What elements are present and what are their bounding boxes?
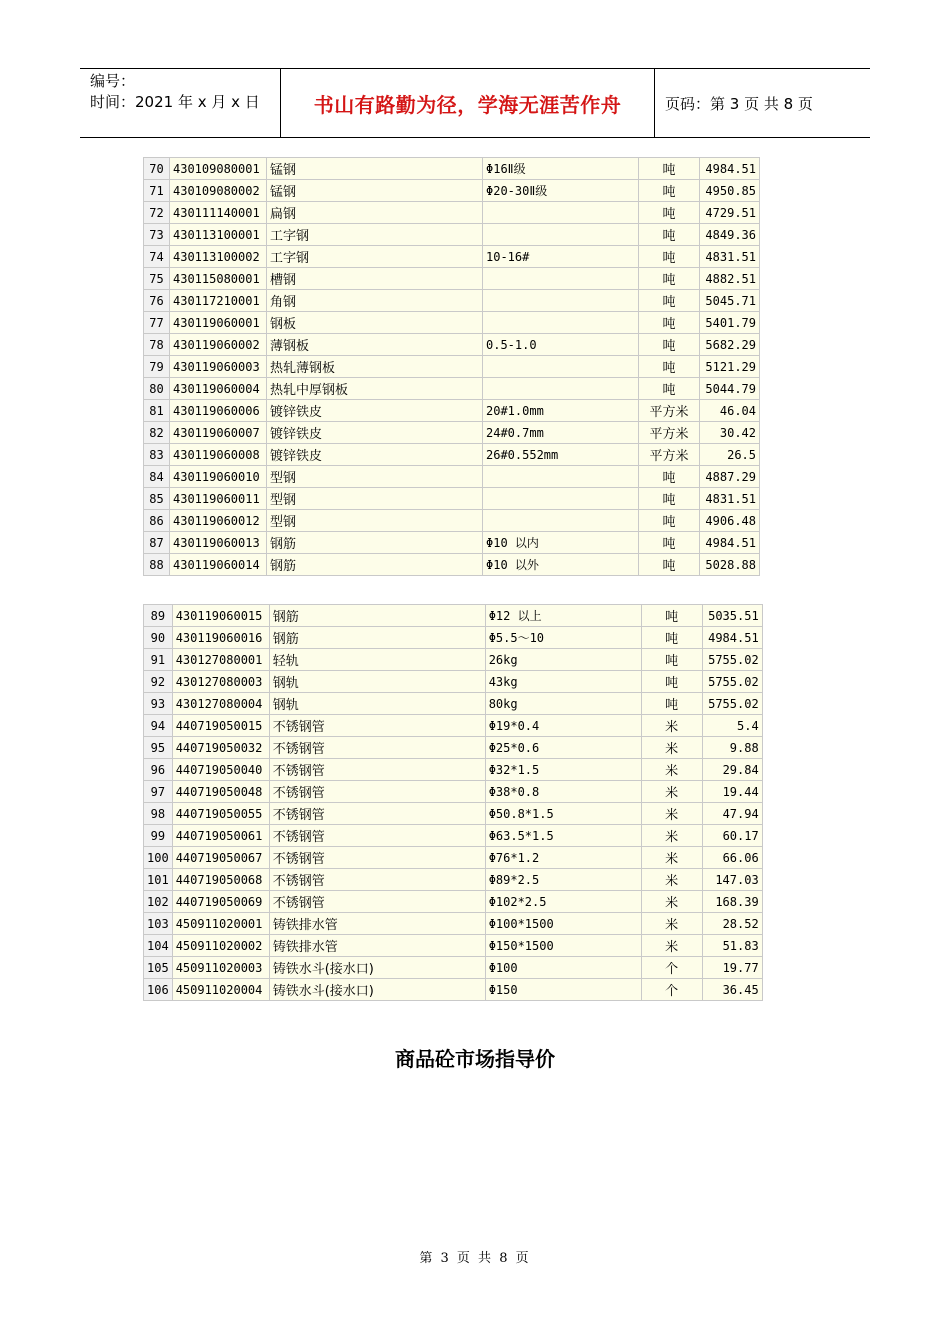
cell-unit: 平方米 bbox=[639, 400, 700, 422]
cell-spec bbox=[483, 356, 639, 378]
cell-unit: 吨 bbox=[641, 627, 702, 649]
header-info bbox=[80, 69, 281, 137]
cell-spec: 80kg bbox=[485, 693, 641, 715]
cell-name: 钢板 bbox=[267, 312, 483, 334]
cell-name: 锰钢 bbox=[267, 180, 483, 202]
cell-unit: 吨 bbox=[641, 671, 702, 693]
cell-price: 51.83 bbox=[702, 935, 762, 957]
cell-no: 87 bbox=[144, 532, 170, 554]
table-row bbox=[144, 290, 760, 312]
cell-price: 5028.88 bbox=[700, 554, 760, 576]
cell-code: 440719050055 bbox=[172, 803, 269, 825]
cell-name: 镀锌铁皮 bbox=[267, 400, 483, 422]
cell-name: 不锈钢管 bbox=[269, 869, 485, 891]
cell-price: 66.06 bbox=[702, 847, 762, 869]
cell-name: 工字钢 bbox=[267, 224, 483, 246]
cell-name: 热轧中厚钢板 bbox=[267, 378, 483, 400]
cell-price: 5755.02 bbox=[702, 649, 762, 671]
cell-spec: Φ19*0.4 bbox=[485, 715, 641, 737]
table-row bbox=[144, 649, 763, 671]
cell-name: 钢轨 bbox=[269, 671, 485, 693]
cell-no: 105 bbox=[144, 957, 173, 979]
cell-name: 钢筋 bbox=[267, 532, 483, 554]
table-row bbox=[144, 737, 763, 759]
cell-code: 430119060015 bbox=[172, 605, 269, 627]
cell-spec bbox=[483, 378, 639, 400]
cell-code: 430113100001 bbox=[170, 224, 267, 246]
cell-spec: Φ150 bbox=[485, 979, 641, 1001]
table-row bbox=[144, 532, 760, 554]
cell-code: 430119060007 bbox=[170, 422, 267, 444]
cell-spec: Φ102*2.5 bbox=[485, 891, 641, 913]
table-row bbox=[144, 935, 763, 957]
cell-no: 80 bbox=[144, 378, 170, 400]
cell-spec bbox=[483, 290, 639, 312]
table-row bbox=[144, 422, 760, 444]
cell-name: 镀锌铁皮 bbox=[267, 422, 483, 444]
cell-name: 镀锌铁皮 bbox=[267, 444, 483, 466]
cell-unit: 米 bbox=[641, 847, 702, 869]
cell-code: 430119060006 bbox=[170, 400, 267, 422]
cell-no: 74 bbox=[144, 246, 170, 268]
cell-code: 430109080001 bbox=[170, 158, 267, 180]
cell-spec: Φ5.5～10 bbox=[485, 627, 641, 649]
cell-spec bbox=[483, 466, 639, 488]
cell-no: 91 bbox=[144, 649, 173, 671]
cell-unit: 吨 bbox=[639, 224, 700, 246]
cell-name: 槽钢 bbox=[267, 268, 483, 290]
cell-spec: Φ10 以内 bbox=[483, 532, 639, 554]
cell-unit: 吨 bbox=[639, 158, 700, 180]
cell-price: 19.44 bbox=[702, 781, 762, 803]
cell-no: 82 bbox=[144, 422, 170, 444]
table-row bbox=[144, 605, 763, 627]
cell-name: 锰钢 bbox=[267, 158, 483, 180]
cell-spec bbox=[483, 268, 639, 290]
cell-price: 5755.02 bbox=[702, 671, 762, 693]
table-row bbox=[144, 781, 763, 803]
table-row bbox=[144, 957, 763, 979]
cell-no: 93 bbox=[144, 693, 173, 715]
cell-price: 29.84 bbox=[702, 759, 762, 781]
cell-price: 36.45 bbox=[702, 979, 762, 1001]
page-header bbox=[80, 68, 870, 138]
cell-unit: 吨 bbox=[639, 532, 700, 554]
cell-code: 430111140001 bbox=[170, 202, 267, 224]
cell-unit: 吨 bbox=[639, 510, 700, 532]
cell-spec: Φ63.5*1.5 bbox=[485, 825, 641, 847]
cell-code: 430119060003 bbox=[170, 356, 267, 378]
cell-no: 83 bbox=[144, 444, 170, 466]
cell-spec: 20#1.0mm bbox=[483, 400, 639, 422]
cell-price: 4849.36 bbox=[700, 224, 760, 246]
cell-name: 不锈钢管 bbox=[269, 759, 485, 781]
cell-code: 450911020002 bbox=[172, 935, 269, 957]
cell-no: 94 bbox=[144, 715, 173, 737]
table-row bbox=[144, 803, 763, 825]
cell-name: 扁钢 bbox=[267, 202, 483, 224]
cell-spec: 43kg bbox=[485, 671, 641, 693]
table-row bbox=[144, 158, 760, 180]
cell-unit: 吨 bbox=[639, 290, 700, 312]
table-row bbox=[144, 693, 763, 715]
cell-code: 440719050015 bbox=[172, 715, 269, 737]
cell-no: 90 bbox=[144, 627, 173, 649]
price-table-2 bbox=[143, 604, 763, 1001]
table-row bbox=[144, 979, 763, 1001]
cell-name: 不锈钢管 bbox=[269, 737, 485, 759]
cell-no: 78 bbox=[144, 334, 170, 356]
cell-name: 铸铁水斗(接水口) bbox=[269, 957, 485, 979]
cell-spec: Φ32*1.5 bbox=[485, 759, 641, 781]
cell-unit: 米 bbox=[641, 715, 702, 737]
cell-code: 430119060012 bbox=[170, 510, 267, 532]
cell-name: 不锈钢管 bbox=[269, 715, 485, 737]
cell-no: 88 bbox=[144, 554, 170, 576]
cell-spec: Φ150*1500 bbox=[485, 935, 641, 957]
cell-code: 440719050068 bbox=[172, 869, 269, 891]
cell-name: 钢筋 bbox=[269, 605, 485, 627]
cell-no: 95 bbox=[144, 737, 173, 759]
cell-unit: 个 bbox=[641, 979, 702, 1001]
cell-name: 不锈钢管 bbox=[269, 891, 485, 913]
cell-spec: 0.5-1.0 bbox=[483, 334, 639, 356]
cell-unit: 吨 bbox=[639, 378, 700, 400]
cell-name: 铸铁水斗(接水口) bbox=[269, 979, 485, 1001]
cell-spec: Φ20-30Ⅱ级 bbox=[483, 180, 639, 202]
header-page-info: 页码：第 3 页 共 8 页 bbox=[665, 94, 813, 113]
table-row bbox=[144, 378, 760, 400]
cell-name: 钢轨 bbox=[269, 693, 485, 715]
cell-code: 430115080001 bbox=[170, 268, 267, 290]
cell-code: 440719050067 bbox=[172, 847, 269, 869]
header-motto: 书山有路勤为径，学海无涯苦作舟 bbox=[281, 69, 655, 137]
cell-unit: 平方米 bbox=[639, 444, 700, 466]
cell-code: 430119060002 bbox=[170, 334, 267, 356]
cell-spec bbox=[483, 202, 639, 224]
cell-name: 轻轨 bbox=[269, 649, 485, 671]
cell-price: 5401.79 bbox=[700, 312, 760, 334]
cell-code: 440719050032 bbox=[172, 737, 269, 759]
cell-name: 不锈钢管 bbox=[269, 825, 485, 847]
cell-unit: 吨 bbox=[639, 268, 700, 290]
cell-name: 不锈钢管 bbox=[269, 847, 485, 869]
cell-price: 60.17 bbox=[702, 825, 762, 847]
cell-name: 钢筋 bbox=[269, 627, 485, 649]
cell-price: 26.5 bbox=[700, 444, 760, 466]
cell-unit: 吨 bbox=[641, 693, 702, 715]
cell-no: 81 bbox=[144, 400, 170, 422]
cell-spec: Φ10 以外 bbox=[483, 554, 639, 576]
table-row bbox=[144, 400, 760, 422]
cell-name: 型钢 bbox=[267, 466, 483, 488]
cell-code: 430109080002 bbox=[170, 180, 267, 202]
cell-no: 97 bbox=[144, 781, 173, 803]
cell-unit: 吨 bbox=[639, 334, 700, 356]
cell-name: 型钢 bbox=[267, 488, 483, 510]
cell-spec: Φ89*2.5 bbox=[485, 869, 641, 891]
cell-code: 430119060016 bbox=[172, 627, 269, 649]
table-row bbox=[144, 488, 760, 510]
cell-price: 4984.51 bbox=[702, 627, 762, 649]
cell-price: 5682.29 bbox=[700, 334, 760, 356]
cell-no: 101 bbox=[144, 869, 173, 891]
cell-unit: 米 bbox=[641, 869, 702, 891]
cell-code: 430119060013 bbox=[170, 532, 267, 554]
cell-unit: 米 bbox=[641, 737, 702, 759]
cell-price: 4729.51 bbox=[700, 202, 760, 224]
cell-price: 4831.51 bbox=[700, 488, 760, 510]
cell-price: 28.52 bbox=[702, 913, 762, 935]
cell-no: 70 bbox=[144, 158, 170, 180]
table-row bbox=[144, 180, 760, 202]
cell-no: 102 bbox=[144, 891, 173, 913]
cell-code: 440719050040 bbox=[172, 759, 269, 781]
cell-price: 9.88 bbox=[702, 737, 762, 759]
cell-spec bbox=[483, 510, 639, 532]
cell-code: 440719050069 bbox=[172, 891, 269, 913]
table-row bbox=[144, 847, 763, 869]
cell-spec: 26kg bbox=[485, 649, 641, 671]
table-row bbox=[144, 913, 763, 935]
cell-code: 430117210001 bbox=[170, 290, 267, 312]
cell-code: 430119060011 bbox=[170, 488, 267, 510]
cell-code: 450911020003 bbox=[172, 957, 269, 979]
cell-name: 铸铁排水管 bbox=[269, 935, 485, 957]
cell-no: 92 bbox=[144, 671, 173, 693]
cell-price: 47.94 bbox=[702, 803, 762, 825]
cell-unit: 吨 bbox=[641, 605, 702, 627]
cell-price: 5121.29 bbox=[700, 356, 760, 378]
date-line: 时间：2021 年 x 月 x 日 bbox=[90, 93, 260, 111]
cell-no: 79 bbox=[144, 356, 170, 378]
cell-spec bbox=[483, 488, 639, 510]
cell-code: 440719050048 bbox=[172, 781, 269, 803]
cell-name: 不锈钢管 bbox=[269, 803, 485, 825]
cell-no: 77 bbox=[144, 312, 170, 334]
cell-unit: 吨 bbox=[639, 202, 700, 224]
cell-name: 不锈钢管 bbox=[269, 781, 485, 803]
table-row bbox=[144, 869, 763, 891]
cell-unit: 米 bbox=[641, 759, 702, 781]
price-table-1 bbox=[143, 157, 760, 576]
cell-code: 450911020004 bbox=[172, 979, 269, 1001]
cell-spec: Φ12 以上 bbox=[485, 605, 641, 627]
cell-no: 98 bbox=[144, 803, 173, 825]
cell-price: 5044.79 bbox=[700, 378, 760, 400]
cell-name: 薄钢板 bbox=[267, 334, 483, 356]
table-row bbox=[144, 825, 763, 847]
cell-name: 工字钢 bbox=[267, 246, 483, 268]
cell-no: 104 bbox=[144, 935, 173, 957]
cell-unit: 个 bbox=[641, 957, 702, 979]
cell-no: 71 bbox=[144, 180, 170, 202]
cell-no: 89 bbox=[144, 605, 173, 627]
table-row bbox=[144, 671, 763, 693]
cell-unit: 米 bbox=[641, 891, 702, 913]
cell-unit: 米 bbox=[641, 913, 702, 935]
cell-price: 4906.48 bbox=[700, 510, 760, 532]
cell-price: 4882.51 bbox=[700, 268, 760, 290]
table-row bbox=[144, 466, 760, 488]
cell-spec: Φ76*1.2 bbox=[485, 847, 641, 869]
cell-price: 4887.29 bbox=[700, 466, 760, 488]
cell-name: 角钢 bbox=[267, 290, 483, 312]
cell-unit: 吨 bbox=[639, 466, 700, 488]
table-row bbox=[144, 627, 763, 649]
cell-code: 430119060004 bbox=[170, 378, 267, 400]
cell-no: 72 bbox=[144, 202, 170, 224]
cell-no: 106 bbox=[144, 979, 173, 1001]
cell-name: 型钢 bbox=[267, 510, 483, 532]
cell-price: 46.04 bbox=[700, 400, 760, 422]
number-label: 编号： bbox=[90, 72, 136, 90]
page-footer: 第 3 页 共 8 页 bbox=[419, 1251, 531, 1266]
table-row bbox=[144, 759, 763, 781]
cell-unit: 米 bbox=[641, 803, 702, 825]
cell-code: 430119060014 bbox=[170, 554, 267, 576]
cell-unit: 平方米 bbox=[639, 422, 700, 444]
cell-unit: 吨 bbox=[639, 554, 700, 576]
cell-code: 430119060001 bbox=[170, 312, 267, 334]
cell-code: 440719050061 bbox=[172, 825, 269, 847]
cell-code: 430119060008 bbox=[170, 444, 267, 466]
cell-price: 168.39 bbox=[702, 891, 762, 913]
cell-no: 76 bbox=[144, 290, 170, 312]
cell-unit: 米 bbox=[641, 781, 702, 803]
cell-unit: 吨 bbox=[639, 246, 700, 268]
cell-spec: Φ100*1500 bbox=[485, 913, 641, 935]
cell-price: 5.4 bbox=[702, 715, 762, 737]
cell-price: 5755.02 bbox=[702, 693, 762, 715]
cell-price: 5045.71 bbox=[700, 290, 760, 312]
cell-no: 84 bbox=[144, 466, 170, 488]
cell-code: 430119060010 bbox=[170, 466, 267, 488]
cell-unit: 吨 bbox=[639, 356, 700, 378]
cell-spec: Φ16Ⅱ级 bbox=[483, 158, 639, 180]
cell-spec: Φ38*0.8 bbox=[485, 781, 641, 803]
cell-no: 99 bbox=[144, 825, 173, 847]
cell-price: 147.03 bbox=[702, 869, 762, 891]
table-row bbox=[144, 715, 763, 737]
cell-no: 100 bbox=[144, 847, 173, 869]
table-row bbox=[144, 891, 763, 913]
cell-name: 热轧薄钢板 bbox=[267, 356, 483, 378]
cell-unit: 吨 bbox=[639, 180, 700, 202]
table-row bbox=[144, 268, 760, 290]
cell-unit: 吨 bbox=[639, 312, 700, 334]
cell-spec: Φ100 bbox=[485, 957, 641, 979]
cell-code: 430127080004 bbox=[172, 693, 269, 715]
cell-price: 30.42 bbox=[700, 422, 760, 444]
section-title: 商品砼市场指导价 bbox=[395, 1047, 555, 1071]
table-row bbox=[144, 224, 760, 246]
cell-no: 75 bbox=[144, 268, 170, 290]
table-row bbox=[144, 510, 760, 532]
cell-price: 4831.51 bbox=[700, 246, 760, 268]
cell-unit: 米 bbox=[641, 825, 702, 847]
cell-spec: 10-16# bbox=[483, 246, 639, 268]
cell-price: 19.77 bbox=[702, 957, 762, 979]
cell-name: 钢筋 bbox=[267, 554, 483, 576]
table-row bbox=[144, 554, 760, 576]
cell-spec: Φ25*0.6 bbox=[485, 737, 641, 759]
cell-no: 103 bbox=[144, 913, 173, 935]
cell-price: 5035.51 bbox=[702, 605, 762, 627]
cell-no: 73 bbox=[144, 224, 170, 246]
cell-unit: 吨 bbox=[639, 488, 700, 510]
cell-code: 430113100002 bbox=[170, 246, 267, 268]
table-row bbox=[144, 334, 760, 356]
cell-spec: 24#0.7mm bbox=[483, 422, 639, 444]
table-row bbox=[144, 312, 760, 334]
cell-code: 430127080001 bbox=[172, 649, 269, 671]
cell-spec bbox=[483, 224, 639, 246]
cell-no: 96 bbox=[144, 759, 173, 781]
table-row bbox=[144, 246, 760, 268]
cell-price: 4950.85 bbox=[700, 180, 760, 202]
cell-unit: 吨 bbox=[641, 649, 702, 671]
cell-spec: Φ50.8*1.5 bbox=[485, 803, 641, 825]
cell-no: 86 bbox=[144, 510, 170, 532]
cell-unit: 米 bbox=[641, 935, 702, 957]
cell-price: 4984.51 bbox=[700, 532, 760, 554]
cell-spec: 26#0.552mm bbox=[483, 444, 639, 466]
table-row bbox=[144, 356, 760, 378]
table-row bbox=[144, 202, 760, 224]
cell-code: 430127080003 bbox=[172, 671, 269, 693]
table-row bbox=[144, 444, 760, 466]
cell-no: 85 bbox=[144, 488, 170, 510]
cell-name: 铸铁排水管 bbox=[269, 913, 485, 935]
cell-spec bbox=[483, 312, 639, 334]
cell-code: 450911020001 bbox=[172, 913, 269, 935]
cell-price: 4984.51 bbox=[700, 158, 760, 180]
